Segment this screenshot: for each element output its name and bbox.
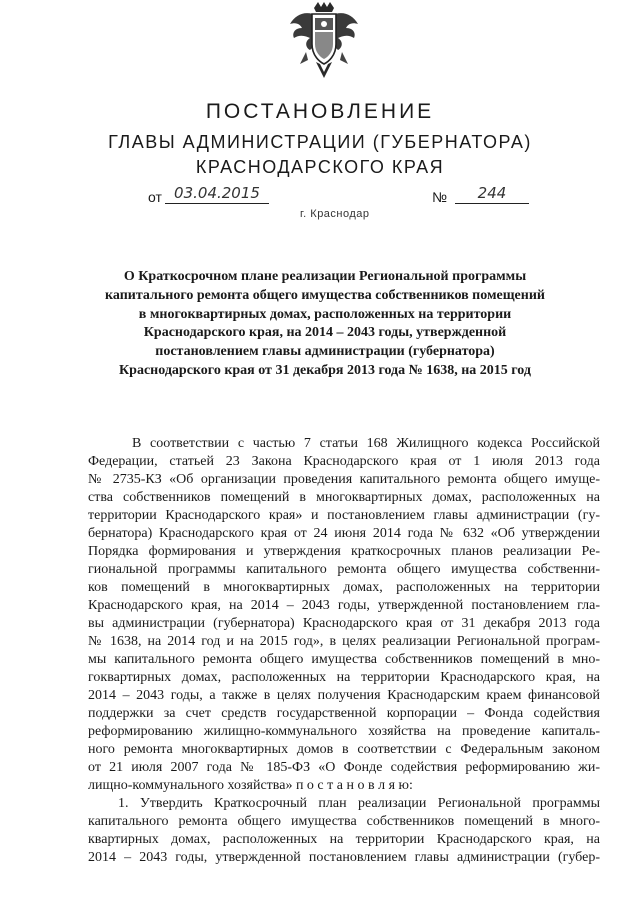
date-label: от <box>148 189 162 205</box>
body-line: 2014 – 2043 годы, утвержденной постановлением главы администрации (губер- <box>88 850 600 865</box>
handwritten-number: 244 <box>455 184 529 204</box>
body-line: реформированию жилищно-коммунального хозяйства на проведение капиталь- <box>88 724 600 739</box>
body-line: Краснодарского края, на 2014 – 2043 годы, утвержденной постановлением гла- <box>88 598 600 613</box>
date-number-row <box>0 184 640 208</box>
document-title <box>100 268 550 381</box>
body-line: гоквартирных домах, расположенных на территории Краснодарского края, на <box>88 670 600 685</box>
body-line: ного ремонта многоквартирных домов в соответствии с Федеральным законом <box>88 742 600 757</box>
body-line: № 2735-КЗ «Об организации проведения капитального ремонта общего имуще- <box>88 472 600 487</box>
body-line: мы капитального ремонта общего имущества собственников помещений в мно- <box>88 652 600 667</box>
title-line: в многоквартирных домах, расположенных на территории <box>138 306 512 322</box>
body-line: ства собственников помещений в многоквартирных домах, расположенных на <box>88 490 600 505</box>
body-line: № 1638, на 2014 год и на 2015 год», в целях реализации Региональной програм- <box>88 634 600 649</box>
body-line: поддержки за счет средств государственной корпорации – Фонда содействия <box>88 706 600 721</box>
document-body <box>88 435 600 867</box>
number-label: № <box>432 189 448 205</box>
title-line: О Краткосрочном плане реализации Региональной программы <box>123 269 527 284</box>
document-type-heading: ПОСТАНОВЛЕНИЕ <box>205 100 435 123</box>
city-label: г. Краснодар <box>300 208 370 220</box>
body-line: В соответствии с частью 7 статьи 168 Жилищного кодекса Российской <box>132 436 600 451</box>
body-line: гиональной программы капитального ремонта общего имущества собственни- <box>88 562 600 577</box>
coat-of-arms-emblem <box>288 2 360 82</box>
body-line: вы администрации (губернатора) Краснодарского края от 31 декабря 2013 года <box>88 616 600 631</box>
title-line: капитального ремонта общего имущества собственников помещений <box>105 287 545 303</box>
body-line: лищно-коммунального хозяйства» п о с т а н о в л я ю: <box>88 778 413 793</box>
body-line: территории Краснодарского края» и постановлением главы администрации (гу- <box>88 508 600 523</box>
body-line: Федерации, статьей 23 Закона Краснодарского края от 1 июля 2013 года <box>88 454 600 469</box>
body-line: квартирных домах, расположенных на территории Краснодарского края, на <box>88 832 600 847</box>
title-line: Краснодарского края от 31 декабря 2013 года № 1638, на 2015 год <box>119 362 531 378</box>
body-line: от 21 июля 2007 года № 185-ФЗ «О Фонде содействия реформированию жи- <box>88 760 600 775</box>
title-line: постановлением главы администрации (губернатора) <box>155 344 495 360</box>
body-line: 1. Утвердить Краткосрочный план реализации Региональной программы <box>118 796 600 811</box>
body-line: бернатора) Краснодарского края от 24 июня 2014 года № 632 «Об утверждении <box>88 526 600 541</box>
issuer-line-2: КРАСНОДАРСКОГО КРАЯ <box>195 157 445 177</box>
body-line: 2014 – 2043 годы, а также в целях получения Краснодарским краем финансовой <box>88 688 600 703</box>
title-line: Краснодарского края, на 2014 – 2043 годы, утвержденной <box>143 325 507 341</box>
body-line: Порядка формирования и утверждения краткосрочных планов реализации Ре- <box>88 544 600 559</box>
body-line: ков помещений в многоквартирных домах, расположенных на территории <box>88 580 600 595</box>
handwritten-date: 03.04.2015 <box>165 184 269 204</box>
issuer-line-1: ГЛАВЫ АДМИНИСТРАЦИИ (ГУБЕРНАТОРА) <box>108 132 532 152</box>
body-line: капитального ремонта общего имущества собственников помещений в много- <box>88 814 600 829</box>
